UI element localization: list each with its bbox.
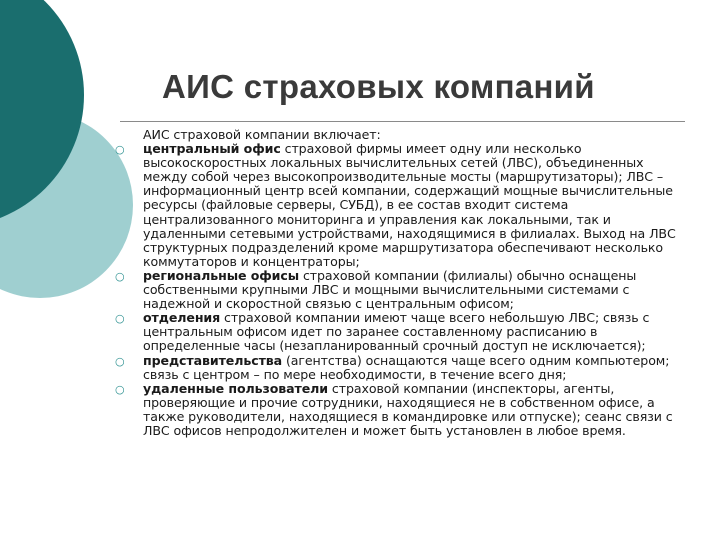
item-text: страховой фирмы имеет одну или несколько высокоскоростных локальных вычислительных сетей (ЛВС), объединенных между собой через высокопроизводительные мосты (маршрутизаторы); ЛВС – информационный центр всей компании, содержащий мощные вычислительные ресурсы (файловые серверы, СУБД), в ее состав входит система централизованного мониторинга и управления как локальными, так и удаленными сетевыми устройствами, находящимися в филиалах. Выход на ЛВС структурных подразделений кроме маршрутизатора обеспечивают несколько коммутаторов и концентраторы; bbox=[143, 141, 676, 269]
title-divider bbox=[120, 121, 685, 122]
list-item-regional-offices bbox=[115, 267, 683, 312]
ring-bullet-icon: ○ bbox=[115, 312, 125, 326]
ring-bullet-icon: ○ bbox=[115, 382, 125, 396]
list-item-central-office bbox=[115, 141, 683, 269]
ring-bullet-icon: ○ bbox=[115, 269, 125, 283]
slide-content bbox=[115, 127, 683, 438]
list-item-agencies bbox=[115, 352, 683, 382]
item-text: (агентства) оснащаются чаще всего одним компьютером; связь с центром – по мере необходимости, в течение всего дня; bbox=[143, 352, 670, 382]
slide-title: АИС страховых компаний bbox=[162, 68, 595, 105]
ring-bullet-icon: ○ bbox=[115, 354, 125, 368]
item-term: центральный офис bbox=[143, 141, 281, 157]
list-item-branches bbox=[115, 310, 683, 354]
item-term: представительства bbox=[143, 352, 283, 368]
item-term: отделения bbox=[143, 310, 221, 326]
item-term: удаленные пользователи bbox=[143, 380, 329, 396]
ring-bullet-icon: ○ bbox=[115, 143, 125, 157]
item-term: региональные офисы bbox=[143, 267, 300, 283]
list-item-remote-users bbox=[115, 380, 683, 438]
item-text: страховой компании имеют чаще всего небольшую ЛВС; связь с центральным офисом идет по заранее составленному расписанию в определенные часы (незапланированный срочный доступ не исключается); bbox=[143, 310, 650, 354]
intro-text: АИС страховой компании включает: bbox=[143, 127, 381, 142]
item-text: страховой компании (филиалы) обычно оснащены собственными крупными ЛВС и мощными вычислительными системами с надежной и скоростной связью с центральным офисом; bbox=[143, 267, 637, 312]
item-text: страховой компании (инспекторы, агенты, проверяющие и прочие сотрудники, находящиеся не в собственном офисе, а также руководители, находящиеся в командировке или отпуске); сеанс связи с ЛВС офисов непродолжителен и может быть установлен в любое время. bbox=[143, 380, 673, 438]
